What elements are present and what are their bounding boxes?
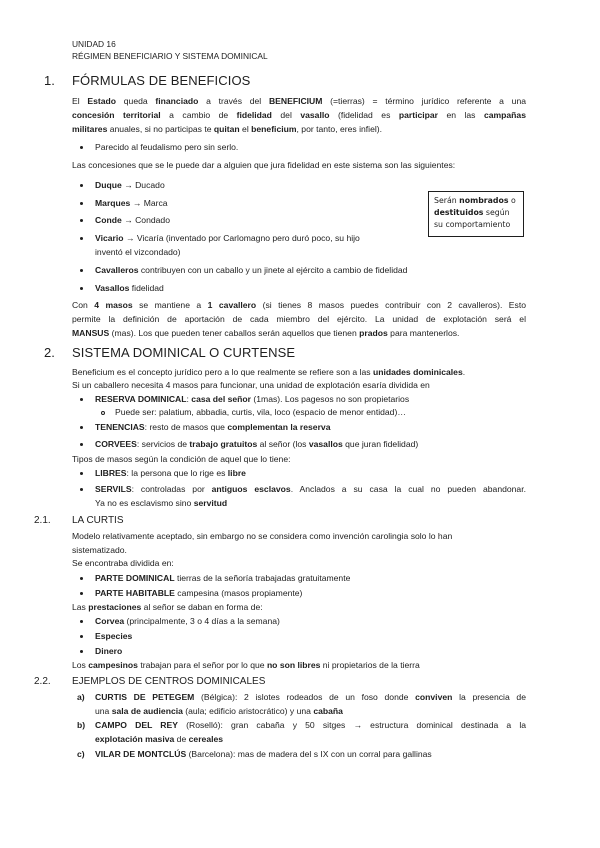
item-a-line-1: CURTIS DE PETEGEM (Bélgica): 2 islotes rodeados de un foso donde conviven la presencia de (95, 692, 526, 702)
bullet (80, 202, 83, 205)
parte-habitable: PARTE HABITABLE campesina (masos propiamente) (95, 588, 303, 598)
bullet (80, 443, 83, 446)
parte-dominical: PARTE DOMINICAL tierras de la señoría trabajadas gratuitamente (95, 573, 351, 583)
tenencias: TENENCIAS: resto de masos que complementan la reserva (95, 422, 331, 432)
bullet (80, 219, 83, 222)
sub-bullet (101, 411, 105, 415)
title-vicario-cont: inventó el vizcondado) (95, 247, 181, 257)
prestaciones-intro: Las prestaciones al señor se daban en forma de: (72, 602, 263, 612)
campesinos-line: Los campesinos trabajan para el señor por lo que no son libres ni propietarios de la tierra (72, 660, 420, 670)
item-b-line-2: explotación masiva de cereales (95, 734, 224, 744)
curtis-line-1: Modelo relativamente aceptado, sin embargo no se considera como invención carolingia solo lo han (72, 531, 453, 541)
s1-paragraph-line-3: militares anuales, si no participas te quitan el beneficium, por tanto, eres infiel). (72, 124, 383, 134)
bullet (80, 237, 83, 240)
masos-line-1: Con 4 masos se mantiene a 1 cavallero (si tienes 8 masos puedes contribuir con 2 cavalleros). Esto (72, 300, 526, 310)
bullet (80, 620, 83, 623)
vasallos-item: Vasallos fidelidad (95, 283, 164, 293)
section-2-2-title: EJEMPLOS DE CENTROS DOMINICALES (72, 676, 266, 687)
servils-cont: Ya no es esclavismo sino servitud (95, 498, 228, 508)
item-b-label: b) (77, 720, 86, 730)
tipos-masos: Tipos de masos según la condición de aquel que lo tiene: (72, 454, 291, 464)
section-2-1-number: 2.1. (34, 515, 51, 526)
bullet (80, 426, 83, 429)
section-2-1-title: LA CURTIS (72, 515, 124, 526)
bullet (80, 577, 83, 580)
concesiones-intro: Las concesiones que se le puede dar a alguien que jura fidelidad en este sistema son las siguientes: (72, 160, 456, 170)
title-duque: Duque → Ducado (95, 180, 165, 190)
bullet (80, 472, 83, 475)
curtis-line-2: sistematizado. (72, 545, 127, 555)
bullet (80, 287, 83, 290)
libres: LIBRES: la persona que lo rige es libre (95, 468, 246, 478)
reserva-subitem: Puede ser: palatium, abbadia, curtis, vila, loco (espacio de menor entidad)… (115, 407, 406, 417)
reserva-dominical: RESERVA DOMINICAL: casa del señor (1mas). Los pagesos no son propietarios (95, 394, 410, 404)
title-vicario: Vicario → Vicaría (inventado por Carlomagno pero duró poco, su hijo (95, 233, 360, 243)
dinero: Dinero (95, 646, 123, 656)
bullet-feudal-text: Parecido al feudalismo pero sin serlo. (95, 142, 239, 152)
item-c-line-1: VILAR DE MONTCLÚS (Barcelona): mas de madera del s IX con un corral para gallinas (95, 749, 432, 759)
title-marques: Marques → Marca (95, 198, 168, 208)
title-conde: Conde → Condado (95, 215, 170, 225)
bullet (80, 146, 83, 149)
s1-paragraph-line-2: concesión territorial a cambio de fidelidad del vasallo (fidelidad es participar en las campañas (72, 110, 526, 120)
bullet (80, 592, 83, 595)
servils: SERVILS: controladas por antiguos esclavos. Anclados a su casa la cual no pueden abandonar. (95, 484, 526, 494)
masos-line-2: permite la definición de aportación de cada miembro del ejército. La unidad de explotación será el (72, 314, 526, 324)
corvees: CORVEES: servicios de trabajo gratuitos al señor (los vasallos que juran fidelidad) (95, 439, 419, 449)
especies: Especies (95, 631, 133, 641)
corvea: Corvea (principalmente, 3 o 4 días a la semana) (95, 616, 280, 626)
item-a-label: a) (77, 692, 85, 702)
s2-line-1: Beneficium es el concepto jurídico pero a lo que realmente se refiere son a las unidades dominicales. (72, 367, 466, 377)
section-2-title: SISTEMA DOMINICAL O CURTENSE (72, 345, 296, 360)
bullet (80, 635, 83, 638)
item-c-label: c) (77, 749, 85, 759)
bullet (80, 650, 83, 653)
bullet (80, 488, 83, 491)
handwritten-callout-box: Serán nombrados o destituidos según su comportamiento (428, 191, 524, 237)
section-2-2-number: 2.2. (34, 676, 51, 687)
masos-line-3: MANSUS (mas). Los que pueden tener caballos serán aquellos que tienen prados para mantenerlos. (72, 328, 460, 338)
caballeros-item: Cavalleros contribuyen con un caballo y un jinete al ejército a cambio de fidelidad (95, 265, 408, 275)
bullet (80, 269, 83, 272)
section-1-title: FÓRMULAS DE BENEFICIOS (72, 73, 251, 88)
item-a-line-2: una sala de audiencia (aula; edificio aristocrático) y una cabaña (95, 706, 343, 716)
s1-paragraph-line-1: El Estado queda financiado a través del BENEFICIUM (=tierras) = término jurídico referente a una (72, 96, 527, 106)
section-2-number: 2. (44, 345, 55, 360)
section-1-number: 1. (44, 73, 55, 88)
s2-line-2: Si un caballero necesita 4 masos para funcionar, una unidad de explotación esaría dividida en (72, 380, 430, 390)
bullet (80, 184, 83, 187)
curtis-line-3: Se encontraba dividida en: (72, 558, 174, 568)
item-b-line-1: CAMPO DEL REY (Roselló): gran cabaña y 50 sitges → estructura dominical destinada a la (95, 720, 527, 730)
unit-label: UNIDAD 16 (72, 39, 116, 49)
unit-subtitle: RÉGIMEN BENEFICIARIO Y SISTEMA DOMINICAL (72, 51, 268, 61)
bullet (80, 398, 83, 401)
